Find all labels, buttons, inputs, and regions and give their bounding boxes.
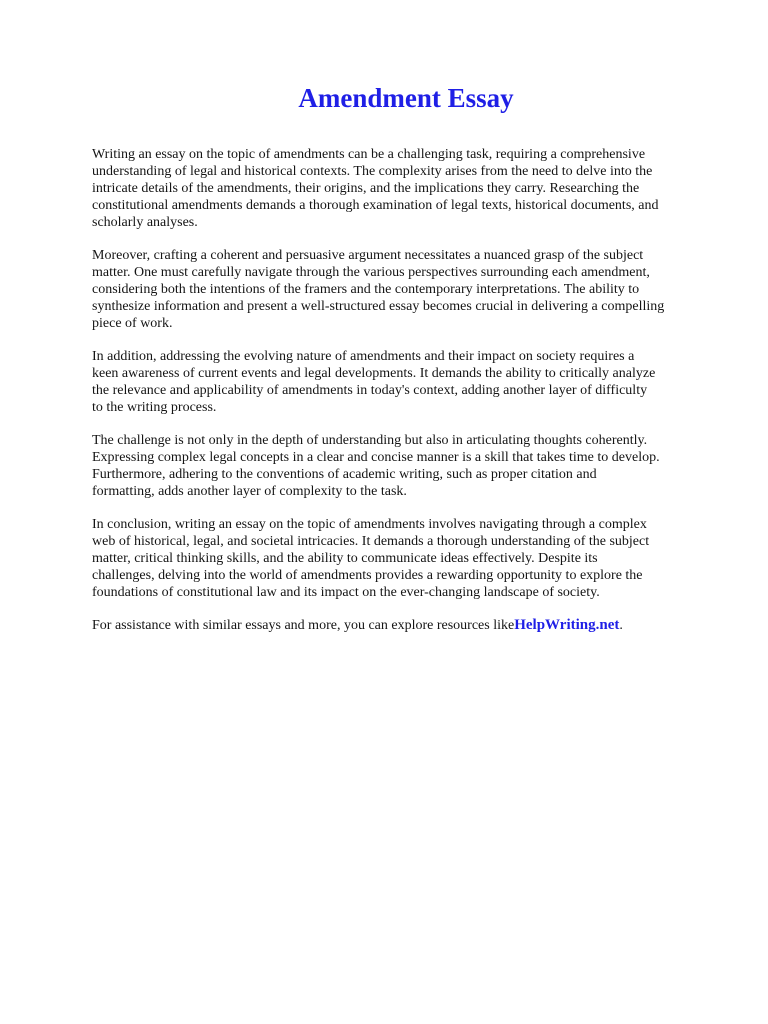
paragraph-3: In addition, addressing the evolving nature of amendments and their impact on society requires a keen awareness of current events and legal developments. It demands the ability to critically analyze the relevance and applicability of amendments in today's context, adding another layer of difficulty to the writing process. (92, 349, 656, 415)
essay-body (92, 146, 737, 650)
paragraph-1: Writing an essay on the topic of amendments can be a challenging task, requiring a comprehensive understanding of legal and historical contexts. The complexity arises from the need to delve into the intricate details of the amendments, their origins, and the implications they carry. Researching the constitutional amendments demands a thorough examination of legal texts, historical documents, and scholarly analyses. (92, 147, 659, 230)
page-title: Amendment Essay (298, 83, 514, 113)
closing-suffix: . (619, 618, 623, 633)
closing-text: For assistance with similar essays and more, you can explore resources like (92, 618, 515, 633)
paragraph-5: In conclusion, writing an essay on the topic of amendments involves navigating through a complex web of historical, legal, and societal intricacies. It demands a thorough understanding of the subject matter, critical thinking skills, and the ability to communicate ideas effectively. Despite its challenges, delving into the world of amendments provides a rewarding opportunity to explore the foundations of constitutional law and its impact on the ever-changing landscape of society. (92, 517, 650, 600)
helpwriting-link[interactable]: HelpWriting.net (514, 617, 620, 633)
paragraph-4: The challenge is not only in the depth of understanding but also in articulating thoughts coherently. Expressing complex legal concepts in a clear and concise manner is a skill that takes time to develop. Furthermore, adhering to the conventions of academic writing, such as proper citation and formatting, adds another layer of complexity to the task. (92, 433, 660, 499)
closing-paragraph (92, 617, 737, 634)
paragraph-2: Moreover, crafting a coherent and persuasive argument necessitates a nuanced grasp of the subject matter. One must carefully navigate through the various perspectives surrounding each amendment, considering both the intentions of the framers and the contemporary interpretations. The ability to synthesize information and present a well-structured essay becomes crucial in delivering a compelling piece of work. (92, 248, 665, 331)
